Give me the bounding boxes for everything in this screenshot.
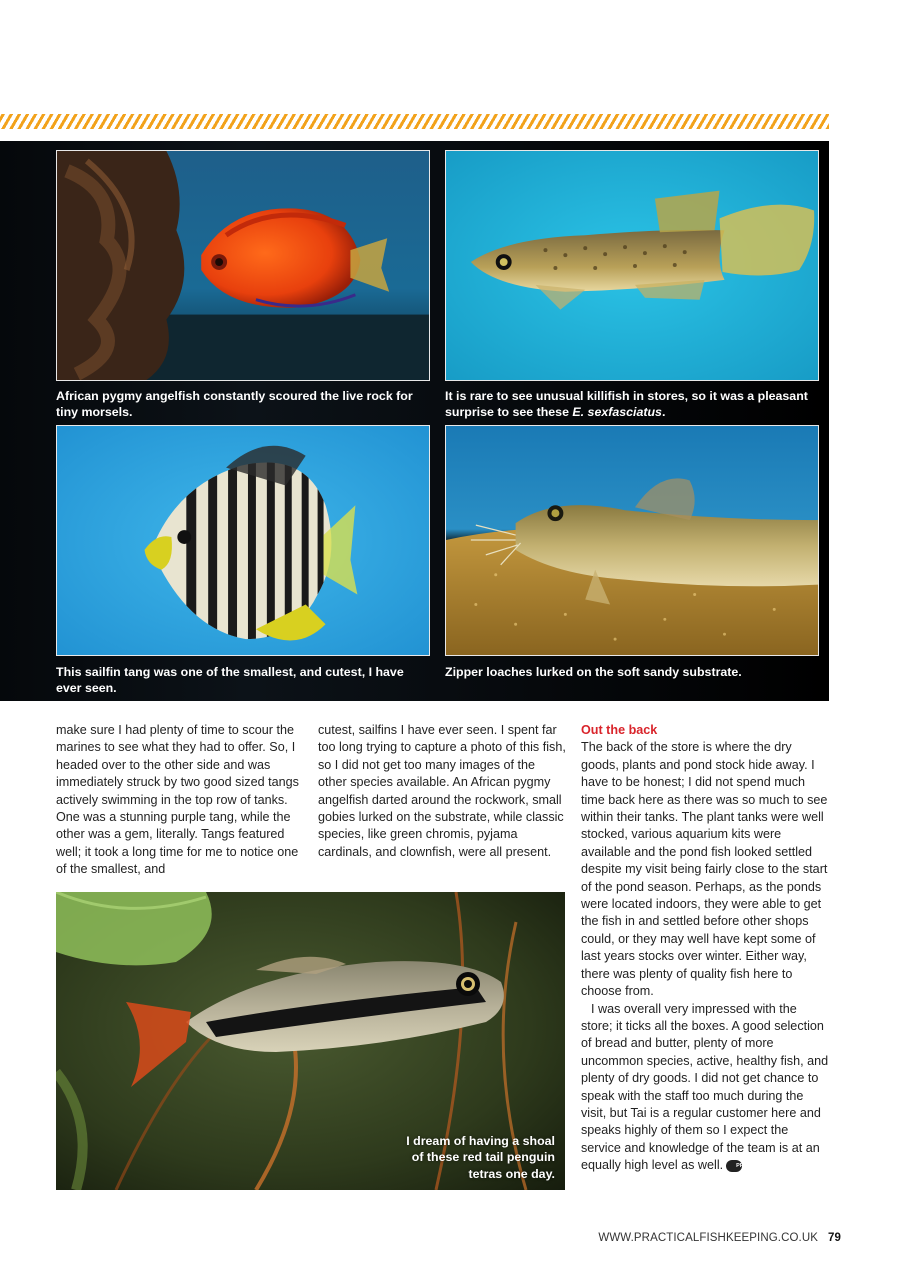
sailfin-tang-photo: [56, 425, 430, 656]
decorative-stripe: [0, 114, 829, 129]
body-column-2: [318, 722, 566, 861]
loach-caption: Zipper loaches lurked on the soft sandy substrate.: [445, 665, 742, 679]
species-name: E. sexfasciatus: [572, 405, 662, 419]
killifish-photo: [445, 150, 819, 381]
page-number: 79: [828, 1232, 841, 1244]
angelfish-photo: [56, 150, 430, 381]
website-url: WWW.PRACTICALFISHKEEPING.CO.UK: [598, 1232, 818, 1244]
penguin-tetra-photo: [56, 892, 565, 1190]
page-footer: [598, 1232, 841, 1244]
zipper-loach-photo: [445, 425, 819, 656]
angelfish-caption: African pygmy angelfish constantly scoured the live rock for tiny morsels.: [56, 389, 413, 419]
paragraph-end: I was overall very impressed with the store; it ticks all the boxes. A good selection of bread and butter, plenty of more uncommon species, active, healthy fish, and plenty of dry goods. I did not get chance to speak with the staff too much during the visit, but Tai is a regular customer here and speaks highly of them so I expect the service and knowledge of the team is at an equally high level as well. PFK: [581, 1001, 829, 1173]
pfk-end-logo: PFK: [726, 1160, 742, 1172]
paragraph: make sure I had plenty of time to scour the marines to see what they had to offer. So, I headed over to the other side and was immediately struck by two good sized tangs actively swimming in the top row of tanks. One was a stunning purple tang, while the other was a gem, literally. Tangs featured well; it took a long time for me to notice one of the smallest, and: [56, 723, 299, 877]
body-column-3: [581, 722, 831, 1175]
paragraph: The back of the store is where the dry goods, plants and pond stock hide away. I have to be honest; I did not spend much time back here as there was so much to see within their tanks. The plant tanks were well stocked, various aquarium kits were available and the pond fish looked settled despite my visit being fairly close to the start of the pond season. Perhaps, as the ponds were located indoors, they were able to get the fish in and settled before other shops could, or they may well have kept some of last years stocks over winter. Either way, there was plenty of quality fish here to choose from.: [581, 740, 828, 999]
tang-caption: This sailfin tang was one of the smallest, and cutest, I have ever seen.: [56, 665, 404, 695]
paragraph: cutest, sailfins I have ever seen. I spent far too long trying to capture a photo of this fish, so I did not get too many images of the other species available. An African pygmy angelfish darted around the rockwork, small gobies lurked on the substrate, while classic species, like green chromis, pyjama cardinals, and clownfish, were all present.: [318, 723, 566, 859]
tetra-caption: I dream of having a shoal of these red tail penguin tetras one day.: [406, 1133, 555, 1181]
body-column-1: [56, 722, 303, 879]
killifish-caption: It is rare to see unusual killifish in stores, so it was a pleasant surprise to see these E. sexfasciatus.: [445, 389, 808, 419]
section-heading: Out the back: [581, 723, 658, 737]
